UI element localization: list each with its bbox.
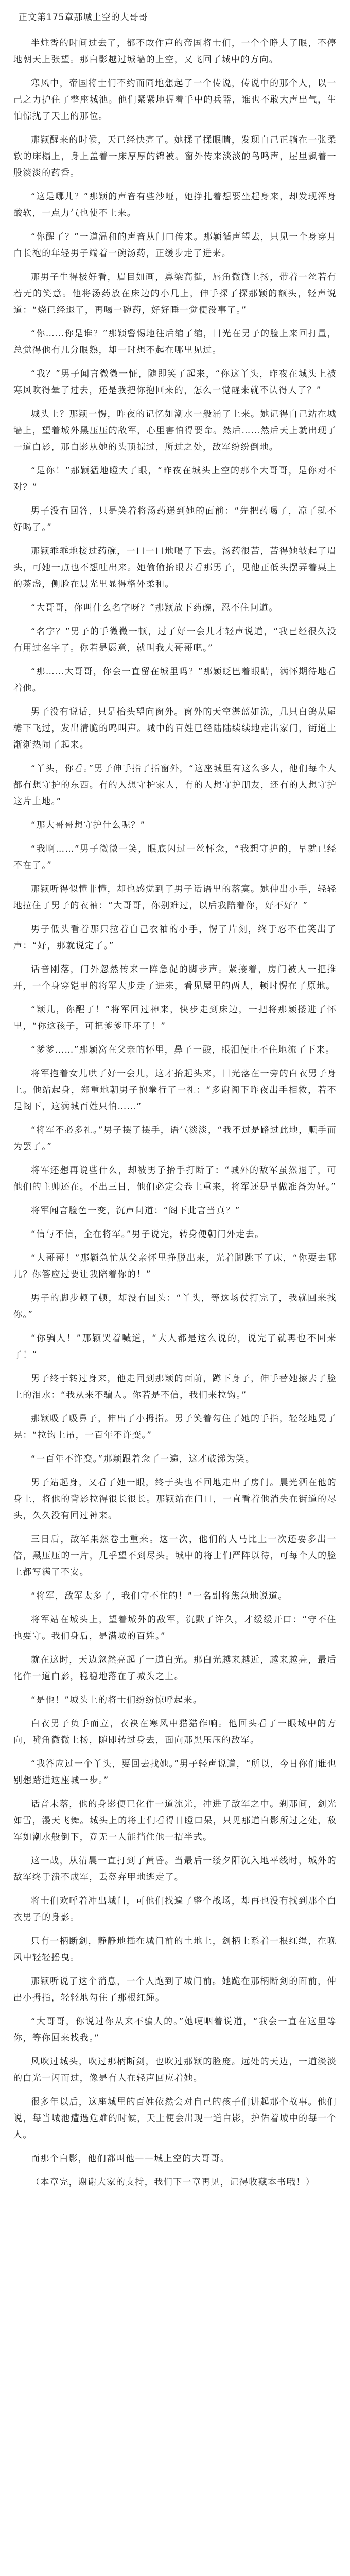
paragraph: “名字？”男子的手微微一顿，过了好一会儿才轻声说道，“我已经很久没有用过名字了。你若是愿意，就叫我大哥哥吧。”	[13, 626, 337, 653]
paragraph: 那颖醒来的时候，天已经快亮了。她揉了揉眼睛，发现自己正躺在一张柔软的床榻上，身上盖着一床厚厚的锦被。窗外传来淡淡的鸟鸣声，屋里飘着一股淡淡的药香。	[13, 135, 337, 178]
paragraph: 将军站在城头上，望着城外的敌军，沉默了许久，才缓缓开口：“守不住也要守。我们身后，是满城的百姓。”	[13, 1615, 337, 1641]
paragraph: 将军闻言脸色一变，沉声问道：“阁下此言当真？”	[31, 1206, 240, 1216]
paragraph: 那男子生得极好看，眉目如画，鼻梁高挺，唇角微微上扬，带着一丝若有若无的笑意。他将汤药放在床边的小几上，伸手探了探那颖的额头，轻声说道：“烧已经退了，再喝一碗药，好好睡一觉便没事了。”	[13, 272, 337, 315]
paragraph: 风吹过城头，吹过那柄断剑，也吹过那颖的脸庞。远处的天边，一道淡淡的白光一闪而过，像是有人在轻声回应着她。	[13, 2057, 337, 2083]
paragraph: “是你！”那颖猛地瞪大了眼，“昨夜在城头上空的那个大哥哥，是你对不对？”	[13, 466, 337, 493]
paragraph: 半炷香的时间过去了，都不敢作声的帝国将士们，一个个睁大了眼，不停地朝天上张望。那白影越过城墙的上空，又飞回了城中的方向。	[13, 38, 337, 65]
paragraph: “爹爹……”那颖窝在父亲的怀里，鼻子一酸，眼泪便止不住地流了下来。	[31, 1045, 335, 1055]
paragraph: “大哥哥！”那颖急忙从父亲怀里挣脱出来，光着脚跳下了床，“你要去哪儿？你答应过要让我陪着你的！”	[13, 1253, 337, 1280]
paragraph: 那颖听得似懂非懂，却也感觉到了男子话语里的落寞。她伸出小手，轻轻地拉住了男子的衣袖：“大哥哥，你别难过，以后我陪着你，好不好？”	[13, 884, 337, 911]
paragraph: 将士们欢呼着冲出城门，可他们找遍了整个战场，却再也没有找到那个白衣男子的身影。	[13, 1896, 337, 1923]
paragraph: “将军不必多礼。”男子摆了摆手，语气淡淡，“我不过是路过此地，顺手而为罢了。”	[13, 1125, 337, 1152]
paragraph: 将军抱着女儿哄了好一会儿，这才抬起头来，目光落在一旁的白衣男子身上。他站起身，郑重地朝男子抱拳行了一礼：“多谢阁下昨夜出手相救，若不是阁下，这满城百姓只怕……”	[13, 1069, 337, 1112]
paragraph: 男子的脚步顿了顿，却没有回头：“丫头，等这场仗打完了，我就回来找你。”	[13, 1293, 337, 1320]
paragraph: “大哥哥，你说过你从来不骗人的。”她哽咽着说道，“我会一直在这里等你，等你回来找我。”	[13, 2016, 337, 2043]
chapter-title: 正文第175章那城上空的大哥哥	[19, 12, 148, 23]
paragraph: 男子终于转过身来，他走回到那颖的面前，蹲下身子，伸手替她擦去了脸上的泪水：“我从来不骗人。你若是不信，我们来拉钩。”	[13, 1374, 337, 1400]
paragraph: 男子没有回答，只是笑着将汤药递到她的面前：“先把药喝了，凉了就不好喝了。”	[13, 506, 337, 533]
paragraph: “信与不信，全在将军。”男子说完，转身便朝门外走去。	[31, 1229, 265, 1240]
paragraph: “你醒了？”一道温和的声音从门口传来。那颖循声望去，只见一个身穿月白长袍的年轻男子端着一碗汤药，正缓步走了进来。	[13, 232, 337, 259]
paragraph: “我？”男子闻言微微一怔，随即笑了起来，“你这丫头，昨夜在城头上被寒风吹得晕了过去，还是我把你抱回来的，怎么一觉醒来就不认得人了？”	[13, 369, 337, 396]
paragraph: “一百年不许变。”那颖跟着念了一遍，这才破涕为笑。	[31, 1454, 255, 1464]
paragraph: 那颖乖乖地接过药碗，一口一口地喝了下去。汤药很苦，苦得她皱起了眉头，可她一点也不想吐出来。她偷偷抬眼去看那男子，见他正低头摆弄着桌上的茶盏，侧脸在晨光里显得格外柔和。	[13, 546, 337, 589]
paragraph: “是他！”城头上的将士们纷纷惊呼起来。	[31, 1695, 203, 1705]
paragraph: 话音未落，他的身影便已化作一道流光，冲进了敌军之中。刹那间，剑光如雪，漫天飞舞。城头上的将士们看得目瞪口呆，只见那道白影所过之处，敌军如潮水般倒下，竟无一人能挡住他一招半式。	[13, 1799, 337, 1842]
paragraph: “这是哪儿？”那颖的声音有些沙哑，她挣扎着想要坐起身来，却发现浑身酸软，一点力气也使不上来。	[13, 192, 337, 218]
paragraph: 而那个白影，他们都叫他——城上空的大哥哥。	[31, 2154, 230, 2164]
paragraph: 男子站起身，又看了她一眼，终于头也不回地走出了房门。晨光洒在他的身上，将他的背影拉得很长很长。那颖站在门口，一直看着他消失在街道的尽头，久久没有回过神来。	[13, 1478, 337, 1521]
paragraph: 城头上？那颖一愣，昨夜的记忆如潮水一般涌了上来。她记得自己站在城墙上，望着城外黑压压的敌军，心里害怕得要命。然后……然后天上就出现了一道白影，那白影从她的头顶掠过，所过之处，敌军纷纷倒地。	[13, 409, 337, 452]
paragraph: “丫头，你看。”男子伸手指了指窗外，“这座城里有这么多人，他们每个人都有想守护的东西。有的人想守护家人，有的人想守护朋友，还有的人想守护这片土地。”	[13, 764, 337, 807]
paragraph: 男子低头看着那只拉着自己衣袖的小手，愣了片刻，终于忍不住笑出了声：“好，那就说定了。”	[13, 924, 337, 951]
paragraph: “颖儿，你醒了！”将军回过神来，快步走到床边，一把将那颖搂进了怀里，“你这孩子，可把爹爹吓坏了！”	[13, 1005, 337, 1031]
paragraph: “你……你是谁？”那颖警惕地往后缩了缩，目光在男子的脸上来回打量，总觉得他有几分眼熟，却一时想不起在哪里见过。	[13, 329, 337, 355]
paragraph: 白衣男子负手而立，衣袂在寒风中猎猎作响。他回头看了一眼城中的方向，嘴角微微上扬，随即转过身去，面向那黑压压的敌军。	[13, 1719, 337, 1745]
paragraph: 只有一柄断剑，静静地插在城门前的土地上，剑柄上系着一根红绳，在晚风中轻轻摇曳。	[13, 1936, 337, 1963]
paragraph: 三日后，敌军果然卷土重来。这一次，他们的人马比上一次还要多出一倍，黑压压的一片，几乎望不到尽头。城中的将士们严阵以待，可每个人的脸上都写满了不安。	[13, 1534, 337, 1578]
paragraph: 寒风中，帝国将士们不约而同地想起了一个传说，传说中的那个人，以一己之力护住了整座城池。他们紧紧地握着手中的兵器，谁也不敢大声出气，生怕惊扰了天上的那位。	[13, 78, 337, 122]
paragraph: 那颖吸了吸鼻子，伸出了小拇指。男子笑着勾住了她的手指，轻轻地晃了晃：“拉钩上吊，一百年不许变。”	[13, 1414, 337, 1440]
paragraph: 将军还想再说些什么，却被男子抬手打断了：“城外的敌军虽然退了，可他们的主帅还在。不出三日，他们必定会卷土重来，将军还是早做准备为好。”	[13, 1165, 337, 1192]
paragraph: “我啊……”男子微微一笑，眼底闪过一丝怀念，“我想守护的，早就已经不在了。”	[13, 844, 337, 871]
paragraph: 这一战，从清晨一直打到了黄昏。当最后一缕夕阳沉入地平线时，城外的敌军终于溃不成军，丢盔弃甲地逃走了。	[13, 1856, 337, 1883]
paragraph: 男子没有说话，只是抬头望向窗外。窗外的天空湛蓝如洗，几只白鸽从屋檐下飞过，发出清脆的鸣叫声。城中的百姓已经陆陆续续地走出家门，街道上渐渐热闹了起来。	[13, 707, 337, 750]
paragraph: 就在这时，天边忽然亮起了一道白光。那白光越来越近，越来越亮，最后化作一道白影，稳稳地落在了城头之上。	[13, 1655, 337, 1682]
paragraph: “那大哥哥想守护什么呢？”	[31, 820, 146, 831]
paragraph: “我答应过一个丫头，要回去找她。”男子轻声说道，“所以，今日你们谁也别想踏进这座城一步。”	[13, 1759, 337, 1786]
chapter-body	[13, 35, 337, 2167]
paragraph: “你骗人！”那颖哭着喊道，“大人都是这么说的，说完了就再也不回来了！”	[13, 1333, 337, 1360]
paragraph: “那……大哥哥，你会一直留在城里吗？”那颖眨巴着眼睛，满怀期待地看着他。	[13, 667, 337, 693]
paragraph: 很多年以后，这座城里的百姓依然会对自己的孩子们讲起那个故事。他们说，每当城池遭遇危难的时候，天上便会出现一道白影，护佑着城中的每一个人。	[13, 2097, 337, 2140]
paragraph: “将军，敌军太多了，我们守不住的！”一名副将焦急地说道。	[31, 1591, 288, 1601]
closing-note: （本章完，谢谢大家的支持，我们下一章再见，记得收藏本书哦！）	[31, 2177, 315, 2188]
paragraph: 那颖听说了这个消息，一个人跑到了城门前。她跪在那柄断剑的面前，伸出小拇指，轻轻地勾住了那根红绳。	[13, 1976, 337, 2003]
paragraph: 话音刚落，门外忽然传来一阵急促的脚步声。紧接着，房门被人一把推开，一个身穿铠甲的将军大步走了进来，看见屋里的两人，顿时愣在了原地。	[13, 964, 337, 991]
paragraph: “大哥哥，你叫什么名字呀？”那颖放下药碗，忍不住问道。	[31, 603, 278, 613]
